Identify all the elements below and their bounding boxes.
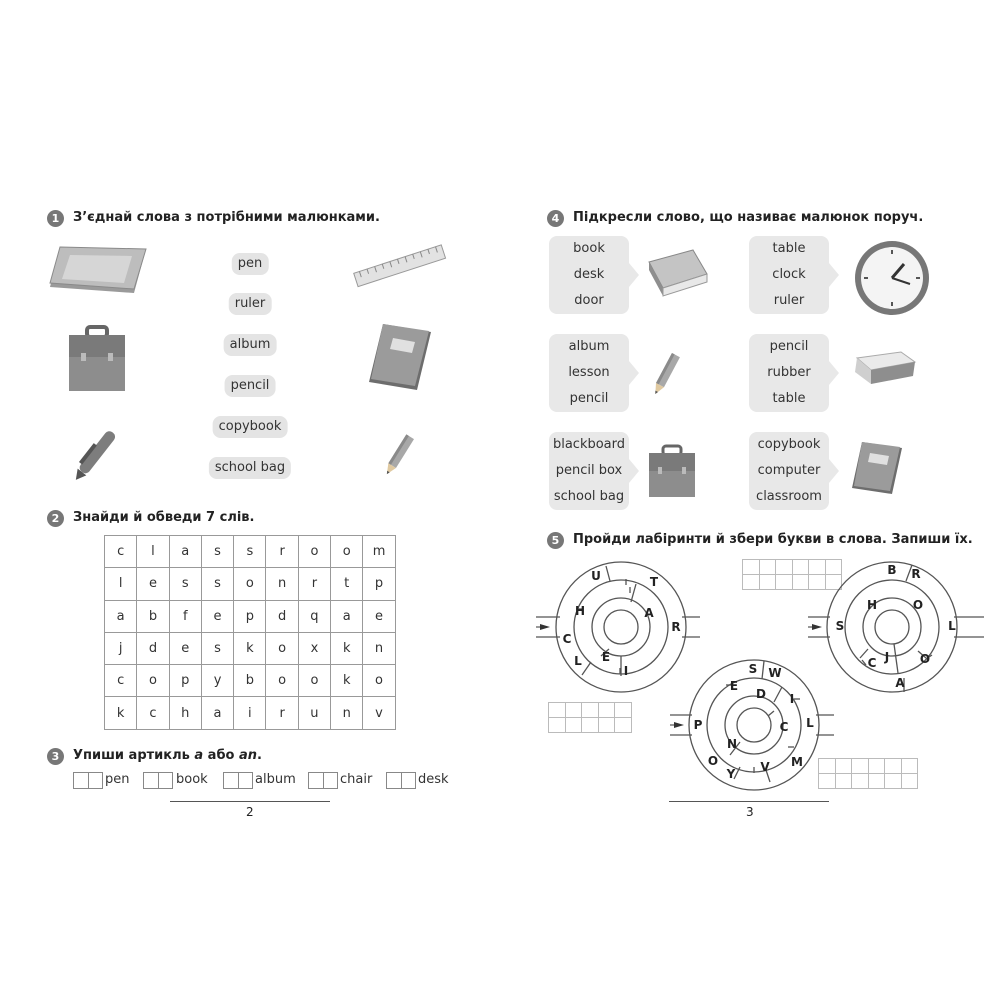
card-word[interactable]: lesson [568, 365, 610, 380]
article-word-desk: desk [418, 772, 449, 787]
grid-row [105, 568, 396, 600]
card-word[interactable]: table [772, 241, 806, 256]
grid-cell[interactable]: s [169, 568, 201, 600]
copybook-icon [369, 322, 432, 392]
word-pill-album: album [224, 334, 277, 356]
card-word[interactable]: rubber [767, 365, 811, 380]
maze-letter: N [726, 737, 738, 751]
word-card-copybook [749, 432, 829, 510]
maze-letter: D [756, 687, 766, 701]
grid-cell[interactable]: p [363, 568, 395, 600]
word-card-book [549, 236, 629, 314]
word-pill-copybook: copybook [213, 416, 288, 438]
card-word[interactable]: desk [573, 267, 605, 282]
card-word[interactable]: ruler [773, 293, 805, 308]
card-word[interactable]: computer [757, 463, 821, 478]
grid-cell[interactable]: e [169, 632, 201, 664]
grid-cell[interactable]: j [105, 632, 137, 664]
card-arrow [829, 459, 839, 483]
exercise-1-number: 1 [47, 210, 64, 227]
grid-cell[interactable]: c [105, 536, 137, 568]
article-box-pen[interactable] [73, 772, 103, 789]
maze-letter: L [574, 654, 582, 668]
book-icon [647, 244, 709, 298]
maze-letter: O [912, 598, 924, 612]
article-word-book: book [176, 772, 208, 787]
page-number-right: 3 [746, 805, 754, 819]
grid-cell[interactable]: a [331, 600, 363, 632]
grid-cell[interactable]: v [363, 697, 395, 729]
maze-letter: L [948, 619, 956, 633]
grid-cell[interactable]: o [298, 665, 330, 697]
grid-row [105, 632, 396, 664]
maze-letter: P [693, 718, 703, 732]
maze-letter: E [729, 679, 739, 693]
maze-letter: H [866, 598, 878, 612]
maze-letter: Y [726, 767, 736, 781]
grid-cell[interactable]: o [298, 536, 330, 568]
grid-cell[interactable]: h [169, 697, 201, 729]
word-search-grid[interactable] [104, 535, 396, 730]
grid-cell[interactable]: k [105, 697, 137, 729]
grid-cell[interactable]: o [331, 536, 363, 568]
card-word[interactable]: pencil box [555, 463, 623, 478]
card-word[interactable]: school bag [553, 489, 625, 504]
word-card-pencil [549, 334, 629, 412]
article-word-pen: pen [105, 772, 130, 787]
school-bag-icon [67, 325, 127, 393]
copybook-icon [852, 440, 902, 496]
maze-letter: E [601, 650, 611, 664]
page-number-left: 2 [246, 805, 254, 819]
grid-cell[interactable]: d [266, 600, 298, 632]
grid-cell[interactable]: q [298, 600, 330, 632]
grid-cell[interactable]: a [169, 536, 201, 568]
maze-letter: O [707, 754, 719, 768]
card-word[interactable]: blackboard [552, 437, 626, 452]
grid-cell[interactable]: e [201, 600, 233, 632]
grid-cell[interactable]: e [363, 600, 395, 632]
card-word[interactable]: classroom [756, 489, 822, 504]
maze-letter: L [806, 716, 814, 730]
grid-cell[interactable]: o [363, 665, 395, 697]
card-word[interactable]: album [568, 339, 610, 354]
exercise-2-number: 2 [47, 510, 64, 527]
grid-cell[interactable]: s [201, 568, 233, 600]
word-card-rubber [749, 334, 829, 412]
grid-cell[interactable]: k [331, 665, 363, 697]
card-word[interactable]: book [573, 241, 605, 256]
article-word-album: album [255, 772, 296, 787]
grid-cell[interactable]: e [137, 568, 169, 600]
maze-letter: C [867, 656, 877, 670]
exercise-3-title [73, 748, 262, 763]
page-footer-line-left [170, 801, 330, 802]
answer-grid[interactable] [548, 702, 632, 733]
maze-letter: W [768, 666, 782, 680]
grid-cell[interactable]: n [331, 697, 363, 729]
grid-cell[interactable]: k [331, 632, 363, 664]
maze-letter: O [919, 652, 931, 666]
maze-letter: V [760, 760, 770, 774]
grid-cell[interactable]: n [363, 632, 395, 664]
maze-letter: A [644, 606, 654, 620]
card-word[interactable]: door [574, 293, 604, 308]
word-pill-pencil: pencil [225, 375, 276, 397]
grid-cell[interactable]: r [266, 697, 298, 729]
page-footer-line-right [669, 801, 829, 802]
grid-row [105, 600, 396, 632]
grid-row [105, 536, 396, 568]
grid-row [105, 697, 396, 729]
word-pill-ruler: ruler [229, 293, 272, 315]
maze-letter: S [748, 662, 758, 676]
grid-cell[interactable]: a [105, 600, 137, 632]
article-box-chair[interactable] [308, 772, 338, 789]
grid-cell[interactable]: s [201, 536, 233, 568]
maze-letter: I [789, 692, 795, 706]
grid-cell[interactable]: x [298, 632, 330, 664]
pencil-icon [378, 424, 422, 484]
card-word[interactable]: pencil [769, 339, 809, 354]
exercise-3-title-mid: або [203, 748, 239, 763]
grid-cell[interactable]: r [266, 536, 298, 568]
maze-letter: U [591, 569, 601, 583]
grid-cell[interactable]: u [298, 697, 330, 729]
card-word[interactable]: table [772, 391, 806, 406]
grid-cell[interactable]: c [105, 665, 137, 697]
grid-cell[interactable]: l [105, 568, 137, 600]
word-pill-school-bag: school bag [209, 457, 291, 479]
exercise-1-title: З’єднай слова з потрібними малюнками. [73, 210, 380, 225]
grid-cell[interactable]: o [266, 632, 298, 664]
card-arrow [629, 361, 639, 385]
grid-cell[interactable]: m [363, 536, 395, 568]
grid-cell[interactable]: b [137, 600, 169, 632]
grid-cell[interactable]: i [234, 697, 266, 729]
pencil-icon [645, 344, 689, 402]
maze-letter: M [791, 755, 803, 769]
grid-cell[interactable]: c [137, 697, 169, 729]
maze-letter: H [574, 604, 586, 618]
exercise-5-number: 5 [547, 532, 564, 549]
ruler-icon [352, 243, 447, 291]
article-box-book[interactable] [143, 772, 173, 789]
grid-cell[interactable]: o [266, 665, 298, 697]
clock-icon [852, 238, 932, 318]
maze-letter: R [911, 567, 921, 581]
exercise-4-title: Підкресли слово, що називає малюнок поруч. [573, 210, 924, 225]
grid-cell[interactable]: s [234, 536, 266, 568]
maze-letter: A [895, 676, 905, 690]
school-bag-icon [647, 444, 697, 498]
article-box-desk[interactable] [386, 772, 416, 789]
maze-letter: R [671, 620, 681, 634]
card-arrow [829, 263, 839, 287]
maze-letter: T [649, 575, 659, 589]
exercise-3-number: 3 [47, 748, 64, 765]
grid-row [105, 665, 396, 697]
grid-cell[interactable]: y [201, 665, 233, 697]
card-arrow [829, 361, 839, 385]
grid-cell[interactable]: d [137, 632, 169, 664]
article-an: an [239, 748, 258, 763]
maze-letter: C [779, 720, 789, 734]
card-arrow [629, 459, 639, 483]
card-arrow [629, 263, 639, 287]
grid-cell[interactable]: o [234, 568, 266, 600]
word-pill-pen: pen [232, 253, 269, 275]
article-a: a [194, 748, 204, 763]
grid-cell[interactable]: p [169, 665, 201, 697]
word-card-clock [749, 236, 829, 314]
maze-letter: S [835, 619, 845, 633]
card-word[interactable]: clock [772, 267, 806, 282]
grid-cell[interactable]: f [169, 600, 201, 632]
card-word[interactable]: pencil [569, 391, 609, 406]
grid-cell[interactable]: n [266, 568, 298, 600]
grid-cell[interactable]: p [234, 600, 266, 632]
rubber-icon [851, 350, 917, 386]
word-card-school-bag [549, 432, 629, 510]
article-box-album[interactable] [223, 772, 253, 789]
exercise-2-title: Знайди й обведи 7 слів. [73, 510, 255, 525]
grid-cell[interactable]: s [201, 632, 233, 664]
maze-letter: I [623, 664, 629, 678]
maze-letter: B [887, 563, 897, 577]
card-word[interactable]: copybook [757, 437, 821, 452]
grid-cell[interactable]: a [201, 697, 233, 729]
grid-cell[interactable]: b [234, 665, 266, 697]
pen-icon [68, 418, 130, 484]
article-word-chair: chair [340, 772, 373, 787]
grid-cell[interactable]: o [137, 665, 169, 697]
maze-letter: C [562, 632, 572, 646]
maze-3[interactable] [808, 559, 984, 699]
exercise-3-title-pre: Упиши артикль [73, 748, 195, 763]
exercise-5-title: Пройди лабіринти й збери букви в слова. Запиши їх. [573, 532, 973, 547]
grid-cell[interactable]: t [331, 568, 363, 600]
grid-cell[interactable]: r [298, 568, 330, 600]
grid-cell[interactable]: k [234, 632, 266, 664]
maze-letter: J [884, 650, 890, 664]
album-icon [48, 243, 148, 298]
grid-cell[interactable]: l [137, 536, 169, 568]
exercise-4-number: 4 [547, 210, 564, 227]
exercise-3-title-end: . [257, 748, 262, 763]
